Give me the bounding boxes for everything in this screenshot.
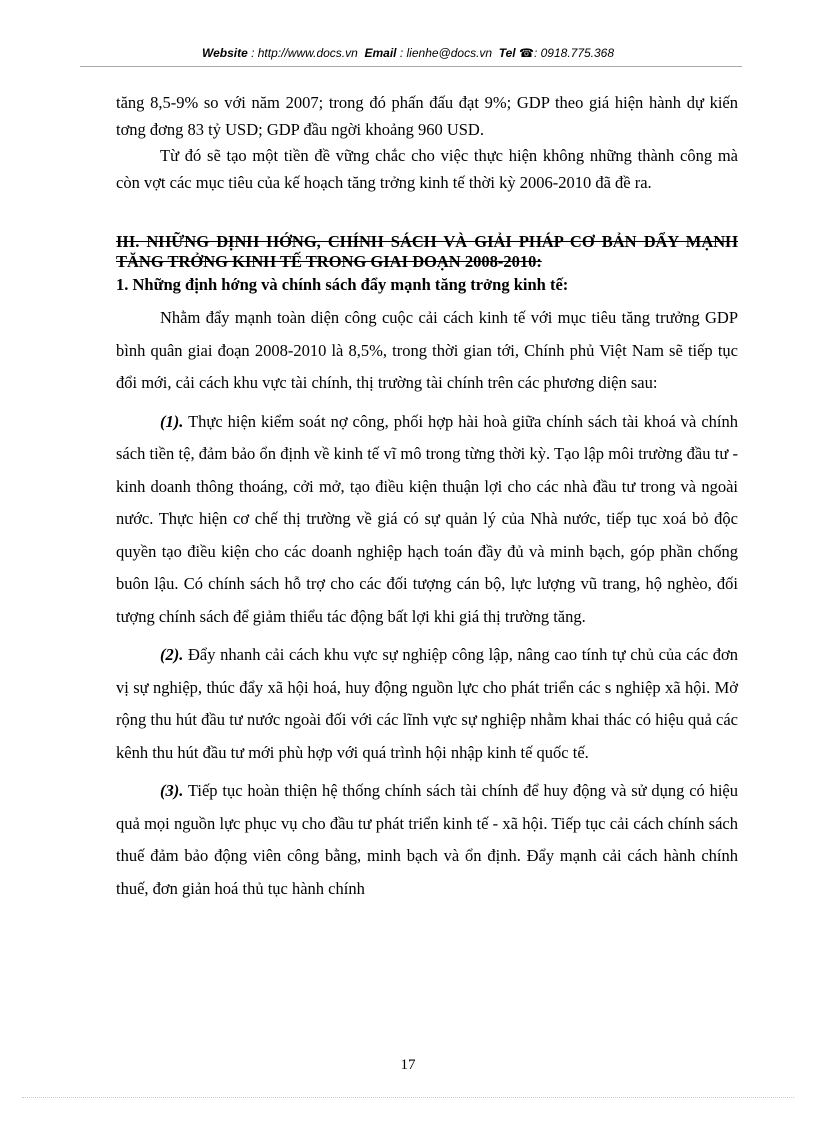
tel-label: Tel (498, 46, 516, 60)
tel-value: : 0918.775.368 (533, 46, 615, 60)
page-header (0, 46, 816, 60)
item-number: (2). (160, 645, 184, 664)
sub-heading: 1. Những định hớng và chính sách đẩy mạnh tăng trởng kinh tế: (116, 275, 569, 294)
section-heading: III. NHỮNG ĐỊNH HỚNG, CHÍNH SÁCH VÀ GIẢI PHÁP CƠ BẢN ĐẨY MẠNH TĂNG TRỞNG KINH TẾ TRONG GIAI ĐOẠN 2008-2010: (116, 232, 738, 271)
email-label: Email (364, 46, 397, 60)
item-text: Đẩy nhanh cải cách khu vực sự nghiệp công lập, nâng cao tính tự chủ của các đơn vị sự nghiệp, thúc đẩy xã hội hoá, huy động nguồn lực cho phát triển các s nghiệp xã hội. Mở rộng thu hút đầu tư nước ngoài đối với các lĩnh vực sự nghiệp nhằm khai thác có hiệu quả các kênh thu hút đầu tư mới phù hợp với quá trình hội nhập kinh tế quốc tế. (116, 645, 738, 762)
paragraph-foundation: Từ đó sẽ tạo một tiền đề vững chắc cho việc thực hiện không những thành công mà còn vợt các mục tiêu của kế hoạch tăng trởng kinh tế thời kỳ 2006-2010 đã đề ra. (116, 146, 738, 192)
website-label: Website (201, 46, 248, 60)
item-number: (3). (160, 781, 184, 800)
website-value: : http://www.docs.vn (251, 46, 358, 60)
policy-item-2 (116, 639, 738, 769)
item-text: Thực hiện kiểm soát nợ công, phối hợp hài hoà giữa chính sách tài khoá và chính sách tiền tệ, đảm bảo ổn định về kinh tế vĩ mô trong từng thời kỳ. Tạo lập môi trường đầu tư - kinh doanh thông thoáng, cởi mở, tạo điều kiện thuận lợi cho các nhà đầu tư trong và ngoài nước. Thực hiện cơ chế thị trường về giá có sự quản lý của Nhà nước, tiếp tục xoá bỏ độc quyền tạo điều kiện cho các doanh nghiệp hạch toán đầy đủ và minh bạch, góp phần chống buôn lậu. Có chính sách hỗ trợ cho các đối tượng cán bộ, lực lượng vũ trang, hộ nghèo, đối tượng chính sách để giảm thiểu tác động bất lợi khi giá thị trường tăng. (116, 411, 738, 626)
paragraph-intro: Nhằm đẩy mạnh toàn diện công cuộc cải cách kinh tế với mục tiêu tăng trưởng GDP bình quân giai đoạn 2008-2010 là 8,5%, trong thời gian tới, Chính phủ Việt Nam sẽ tiếp tục đổi mới, cải cách khu vực tài chính, thị trường tài chính trên các phương diện sau: (116, 308, 738, 392)
header-divider (80, 66, 742, 67)
policy-list (116, 302, 738, 905)
email-value: : lienhe@docs.vn (399, 46, 493, 60)
page-number: 17 (400, 1057, 416, 1073)
footer-divider (22, 1097, 794, 1098)
phone-icon: ☎ (519, 46, 534, 60)
document-body (116, 90, 738, 905)
item-text: Tiếp tục hoàn thiện hệ thống chính sách tài chính để huy động và sử dụng có hiệu quả mọi nguồn lực phục vụ cho đầu tư phát triển kinh tế - xã hội. Tiếp tục cải cách chính sách thuế đảm bảo động viên công bằng, minh bạch và ổn định. Đẩy mạnh cải cách hành chính thuế, đơn giản hoá thủ tục hành chính (116, 781, 739, 898)
policy-item-1 (116, 406, 738, 634)
policy-item-3 (116, 775, 738, 905)
item-number: (1). (160, 411, 184, 431)
paragraph-gdp: tăng 8,5-9% so với năm 2007; trong đó phấn đấu đạt 9%; GDP theo giá hiện hành dự kiến tơng đơng 83 tỷ USD; GDP đầu ngời khoảng 960 USD. (116, 93, 738, 139)
